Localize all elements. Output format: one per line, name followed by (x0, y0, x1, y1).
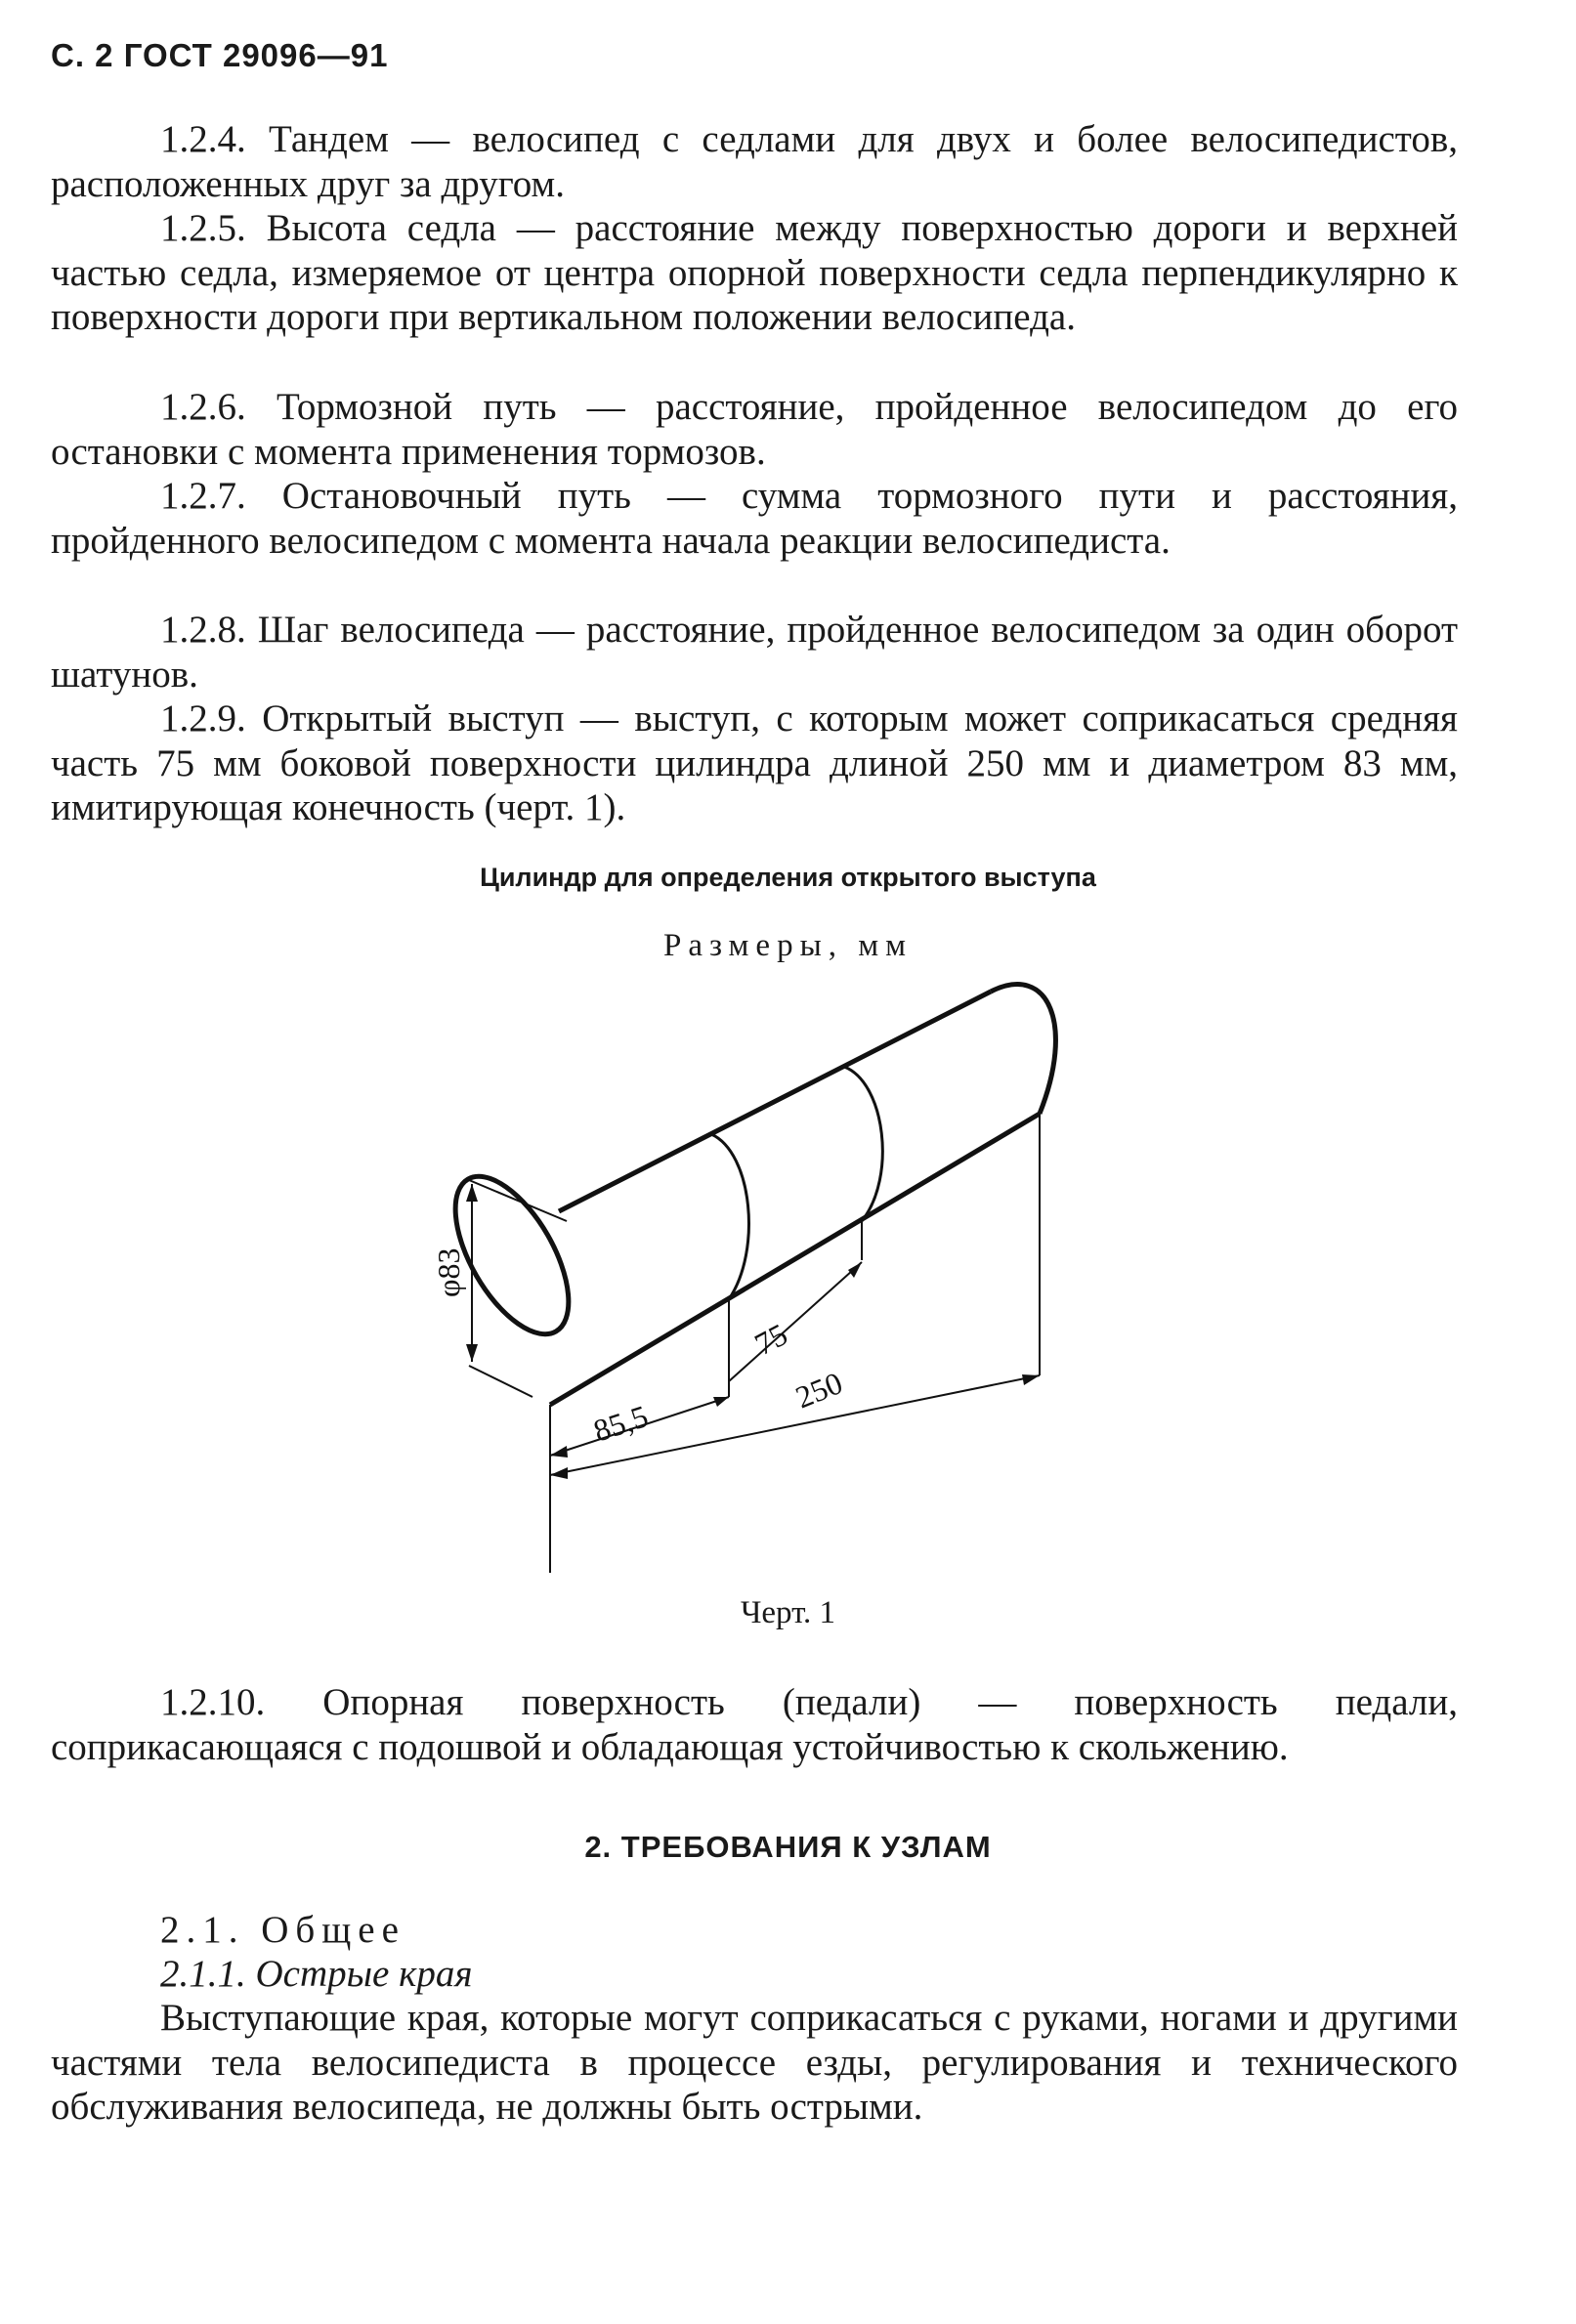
figure-label: Черт. 1 (740, 1595, 836, 1630)
label-85-5: 85,5 (589, 1398, 653, 1449)
paragraph-sharp-edges-body: Выступающие края, которые могут соприкасаться с руками, ногами и другими частями тела велосипедиста в процессе езды, регулирования и технического обслуживания велосипеда, не должны быть острыми. (51, 1997, 1458, 2128)
cylinder-top-edge (559, 992, 991, 1211)
arrow-85-5-end (713, 1397, 729, 1407)
paragraph-1-2-9: 1.2.9. Открытый выступ — выступ, с которым может соприкасаться средняя часть 75 мм боковой поверхности цилиндра длиной 250 мм и диаметром 83 мм, имитирующая конечность (черт. 1). (51, 697, 1458, 828)
paragraph-1-2-6: 1.2.6. Тормозной путь — расстояние, пройденное велосипедом до его остановки с момента применения тормозов. (51, 386, 1458, 473)
dimension-labels (431, 1248, 847, 1449)
arrow-250-end (1022, 1374, 1040, 1385)
label-250: 250 (790, 1365, 848, 1416)
arrow-diameter-top (466, 1184, 478, 1202)
section-line-2 (844, 1067, 882, 1221)
arrow-diameter-bottom (466, 1344, 478, 1362)
paragraph-1-2-7: 1.2.7. Остановочный путь — сумма тормозного пути и расстояния, пройденного велосипедом с момента начала реакции велосипедиста. (51, 475, 1458, 562)
diameter-extension-bottom (469, 1366, 532, 1397)
figure-title: Цилиндр для определения открытого выступа (480, 863, 1096, 892)
label-diameter: φ83 (431, 1247, 466, 1297)
paragraph-1-2-4: 1.2.4. Тандем — велосипед с седлами для двух и более велосипедистов, расположенных друг за другом. (51, 118, 1458, 205)
arrow-75-end (848, 1262, 862, 1278)
paragraph-1-2-10: 1.2.10. Опорная поверхность (педали) — поверхность педали, соприкасающаяся с подошвой и обладающая устойчивостью к скольжению. (51, 1681, 1458, 1768)
label-75: 75 (748, 1316, 793, 1363)
cylinder-bottom-edge (550, 1114, 1040, 1405)
cylinder-body (433, 985, 1056, 1405)
cylinder-drawing (430, 967, 1114, 1573)
diameter-extension-top (469, 1180, 567, 1221)
paragraph-1-2-5: 1.2.5. Высота седла — расстояние между поверхностью дороги и верхней частью седла, измеряемое от центра опорной поверхности седла перпендикулярно к поверхности дороги при вертикальном положении велосипеда. (51, 207, 1458, 338)
dimension-75-line (729, 1262, 862, 1381)
section-line-1 (711, 1134, 748, 1299)
section-title: 2. ТРЕБОВАНИЯ К УЗЛАМ (584, 1830, 992, 1864)
page-header: С. 2 ГОСТ 29096—91 (51, 37, 389, 73)
subsection-general: 2.1. Общее (160, 1909, 405, 1951)
paragraph-1-2-8: 1.2.8. Шаг велосипеда — расстояние, пройденное велосипедом за один оборот шатунов. (51, 609, 1458, 696)
arrow-250-start (550, 1467, 568, 1479)
arrow-85-5-start (550, 1446, 568, 1458)
cylinder-sections (711, 1067, 882, 1299)
cylinder-right-end (991, 985, 1055, 1114)
subsection-sharp-edges: 2.1.1. Острые края (160, 1953, 473, 1995)
figure-subtitle: Размеры, мм (662, 928, 914, 963)
